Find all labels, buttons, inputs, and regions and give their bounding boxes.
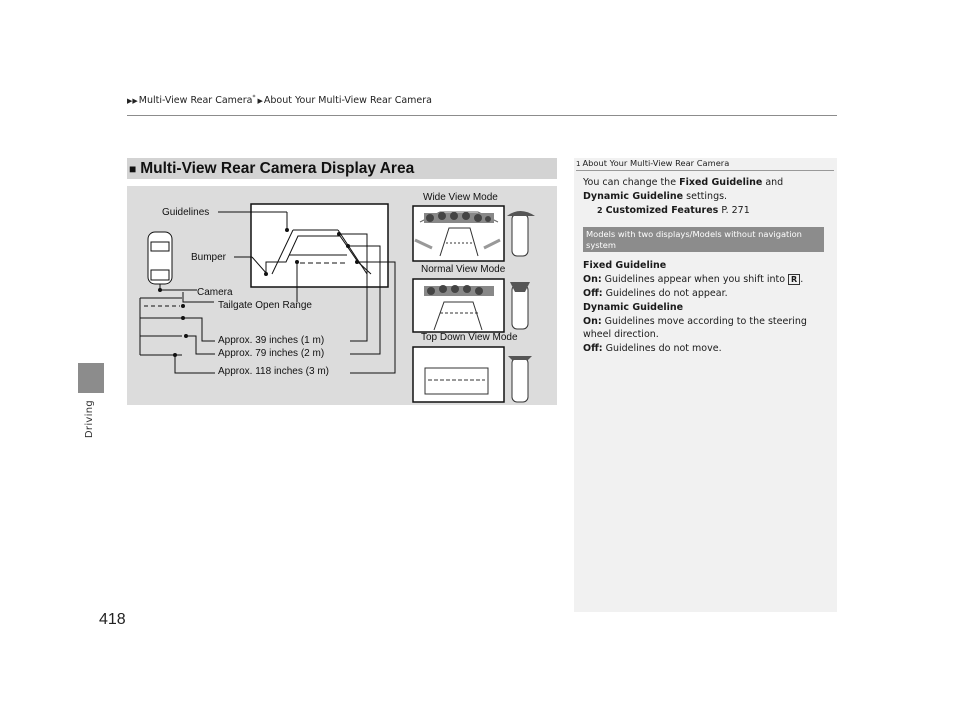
note-marker: 1 <box>576 160 581 168</box>
chapter-tab <box>78 363 104 393</box>
dynamic-on-text: Guidelines move according to the steering wheel direction. <box>583 315 807 341</box>
reverse-key-icon: R <box>788 274 800 285</box>
breadcrumb-item-multiview[interactable]: Multi-View Rear Camera <box>138 95 253 106</box>
fixed-off <box>583 287 828 301</box>
breadcrumb <box>127 94 432 106</box>
section-title-text: Multi-View Rear Camera Display Area <box>140 160 415 177</box>
on-label-2: On: <box>583 315 602 327</box>
notes-heading-text: About Your Multi-View Rear Camera <box>582 158 730 168</box>
figure-panel <box>127 186 557 405</box>
arrow-icon: ▶ <box>257 97 263 105</box>
double-arrow-icon: ▶▶ <box>127 97 138 105</box>
label-wide-view: Wide View Mode <box>423 192 498 203</box>
optional-star: * <box>252 94 256 101</box>
intro-fixed: Fixed Guideline <box>679 177 763 188</box>
dynamic-on <box>583 315 828 343</box>
label-2m: Approx. 79 inches (2 m) <box>218 348 325 359</box>
label-1m: Approx. 39 inches (1 m) <box>218 335 325 346</box>
notes-intro <box>583 176 828 204</box>
xref-title[interactable]: Customized Features <box>605 204 719 216</box>
breadcrumb-item-about[interactable]: About Your Multi-View Rear Camera <box>263 95 432 106</box>
intro-text: You can change the <box>583 177 680 188</box>
models-bar: Models with two displays/Models without navigation system <box>583 227 824 252</box>
label-tailgate: Tailgate Open Range <box>218 300 312 311</box>
section-marker: ■ <box>129 162 137 176</box>
off-label: Off: <box>583 287 603 299</box>
label-top-down-view: Top Down View Mode <box>421 332 518 343</box>
section-title <box>127 158 557 179</box>
notes-heading <box>576 158 834 171</box>
page-number: 418 <box>99 611 126 628</box>
notes-body <box>583 176 828 356</box>
xref-marker: 2 <box>597 205 603 215</box>
intro-end: settings. <box>683 190 728 202</box>
fixed-guideline-title: Fixed Guideline <box>583 260 667 272</box>
chapter-label: Driving <box>84 400 95 439</box>
fixed-off-text: Guidelines do not appear. <box>602 287 728 299</box>
period: . <box>800 274 804 286</box>
cross-reference[interactable] <box>583 204 828 218</box>
label-bumper: Bumper <box>191 252 227 263</box>
label-normal-view: Normal View Mode <box>421 264 506 275</box>
dynamic-guideline-title: Dynamic Guideline <box>583 301 684 313</box>
fixed-on-text: Guidelines appear when you shift into <box>601 274 789 286</box>
dynamic-off <box>583 342 828 356</box>
xref-page: P. 271 <box>718 204 750 216</box>
label-camera: Camera <box>197 287 233 298</box>
off-label-2: Off: <box>583 343 603 355</box>
dynamic-off-text: Guidelines do not move. <box>602 343 722 355</box>
on-label: On: <box>583 274 602 286</box>
header-rule <box>127 115 837 116</box>
intro-and: and <box>762 177 784 188</box>
intro-dynamic: Dynamic Guideline <box>583 190 684 202</box>
fixed-on <box>583 273 828 287</box>
label-guidelines: Guidelines <box>162 207 210 218</box>
label-3m: Approx. 118 inches (3 m) <box>218 366 329 377</box>
